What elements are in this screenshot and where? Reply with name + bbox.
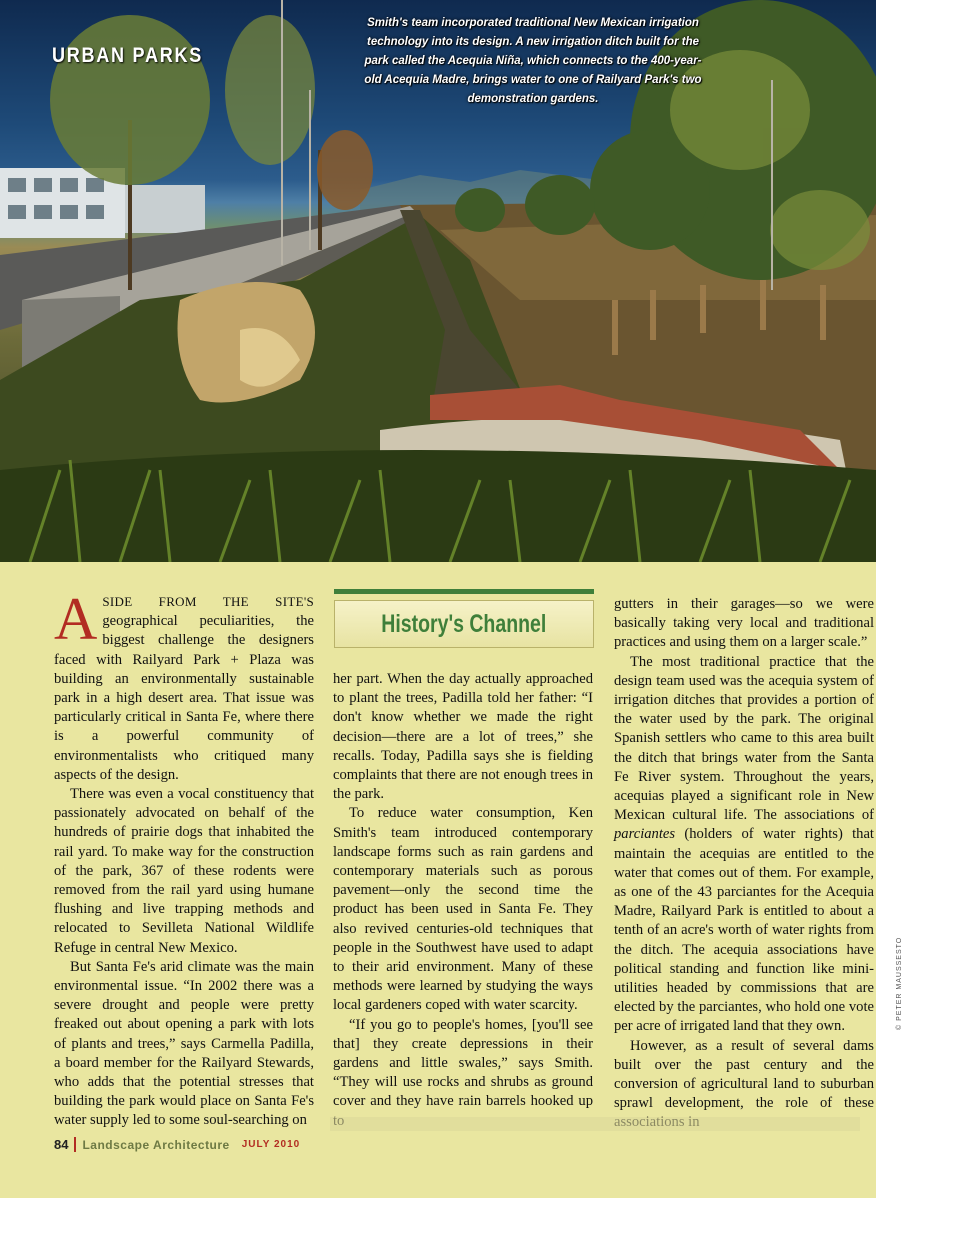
- footer-divider: [74, 1137, 76, 1152]
- paragraph: But Santa Fe's arid climate was the main environmental issue. “In 2002 there was a severe drought and people were pretty freaked out about opening a park with lots of plants and trees,” says Carmella Padilla, a board member for the Railyard Stewards, who adds that the potential stresses that building the park would place on Santa Fe's water supply led to some soul-searching on: [54, 958, 314, 1129]
- paragraph: To reduce water consumption, Ken Smith's team introduced contemporary landscape forms such as rain gardens and contemporary materials such as porous pavement—only the second time the product has been used in Santa Fe. They also revived centuries-old techniques that people in the Southwest have used to adapt to their arid environment. Many of these methods were learned by studying the ways local gardeners coped with water scarcity.: [333, 805, 593, 1014]
- paragraph: “If you go to people's homes, [you'll see that] they create depressions in their gardens and little swales,” says Smith. “They will use rocks and shrubs as ground cover and they have rain barrels hooked up: [333, 1016, 593, 1110]
- paragraph: gutters in their garages—so we were basically taking very local and traditional practices and using them on a larger scale.”: [614, 596, 874, 651]
- page-footer: [54, 1137, 300, 1152]
- photo-caption: Smith's team incorporated traditional New Mexican irrigation technology into its design. A new irrigation ditch built for the park called the Acequia Niña, which connects to the 400-year-old Acequia Madre, brings water to one of Railyard Park's two demonstration gardens.: [364, 17, 702, 105]
- italic-term: parciantes: [614, 826, 676, 843]
- paragraph-text: (holders of water rights) that maintain the acequias are entitled to the water that comes out of them. For example, as one of the 43 parciantes for the Acequia Madre, Railyard Park is entitled to about a tenth of an acre's worth of water rights from the ditch. The acequia associations have political standing and function like mini-utilities headed by commissions that are elected by the parciantes, who hold one vote per acre of irrigated land that they own.: [614, 826, 874, 1035]
- page-number: 84: [54, 1137, 69, 1152]
- sidebar-header: [334, 589, 594, 652]
- show-through-strip: [330, 1117, 860, 1131]
- paragraph: [614, 653, 874, 1037]
- text-column-3: [614, 595, 874, 1133]
- drop-cap: A: [54, 586, 98, 652]
- paragraph-text: The most traditional practice that the design team used was the acequia system of irrigation ditches that provides a portion of the water used by the park. The original Spanish settlers who came to this area built the ditch that brings water from the Santa Fe River system. Throughout the years, acequias played a significant role in New Mexican cultural life. The associations of: [614, 653, 874, 824]
- text-column-2: [333, 670, 593, 1131]
- photo-credit: © PETER MAUSSESTO: [896, 936, 903, 1030]
- section-label: URBAN PARKS: [52, 44, 204, 67]
- text-column-1: [54, 586, 314, 1131]
- hero-photo: [0, 0, 876, 562]
- paragraph: There was even a vocal constituency that passionately advocated on behalf of the hundreds of prairie dogs that inhabited the rail yard. To make way for the construction of the park, 367 of these rodents were removed from the rail yard using humane flushing and live trapping methods and relocated to Sevilleta National Wildlife Refuge in central New Mexico.: [54, 786, 314, 956]
- sidebar-title: History's Channel: [381, 609, 547, 638]
- issue-date: JULY 2010: [241, 1139, 301, 1150]
- magazine-name: Landscape Architecture: [82, 1137, 230, 1152]
- paragraph: However, as a result of several dams built over the past century and the conversion of agricultural land to suburban sprawl development, the role of these: [614, 1037, 874, 1112]
- sidebar-title-box: [334, 600, 594, 648]
- paragraph-text: geographical peculiarities, the biggest challenge the designers faced with Railyard Park + Plaza was building an environmentally sustainable park in a high desert area. That issue was particularly critical in Santa Fe, where there is a powerful community of environmentalists who critiqued many aspects of the design.: [54, 613, 314, 783]
- paragraph: [54, 586, 314, 785]
- paragraph: her part. When the day actually approached to plant the trees, Padilla told her father: “I don't know whether we made the right decision—there are a lot of trees,” she recalls. Today, Padilla says she is fielding complaints that there are not enough trees in the park.: [333, 671, 593, 803]
- lead-in: SIDE FROM THE SITE'S: [102, 594, 314, 609]
